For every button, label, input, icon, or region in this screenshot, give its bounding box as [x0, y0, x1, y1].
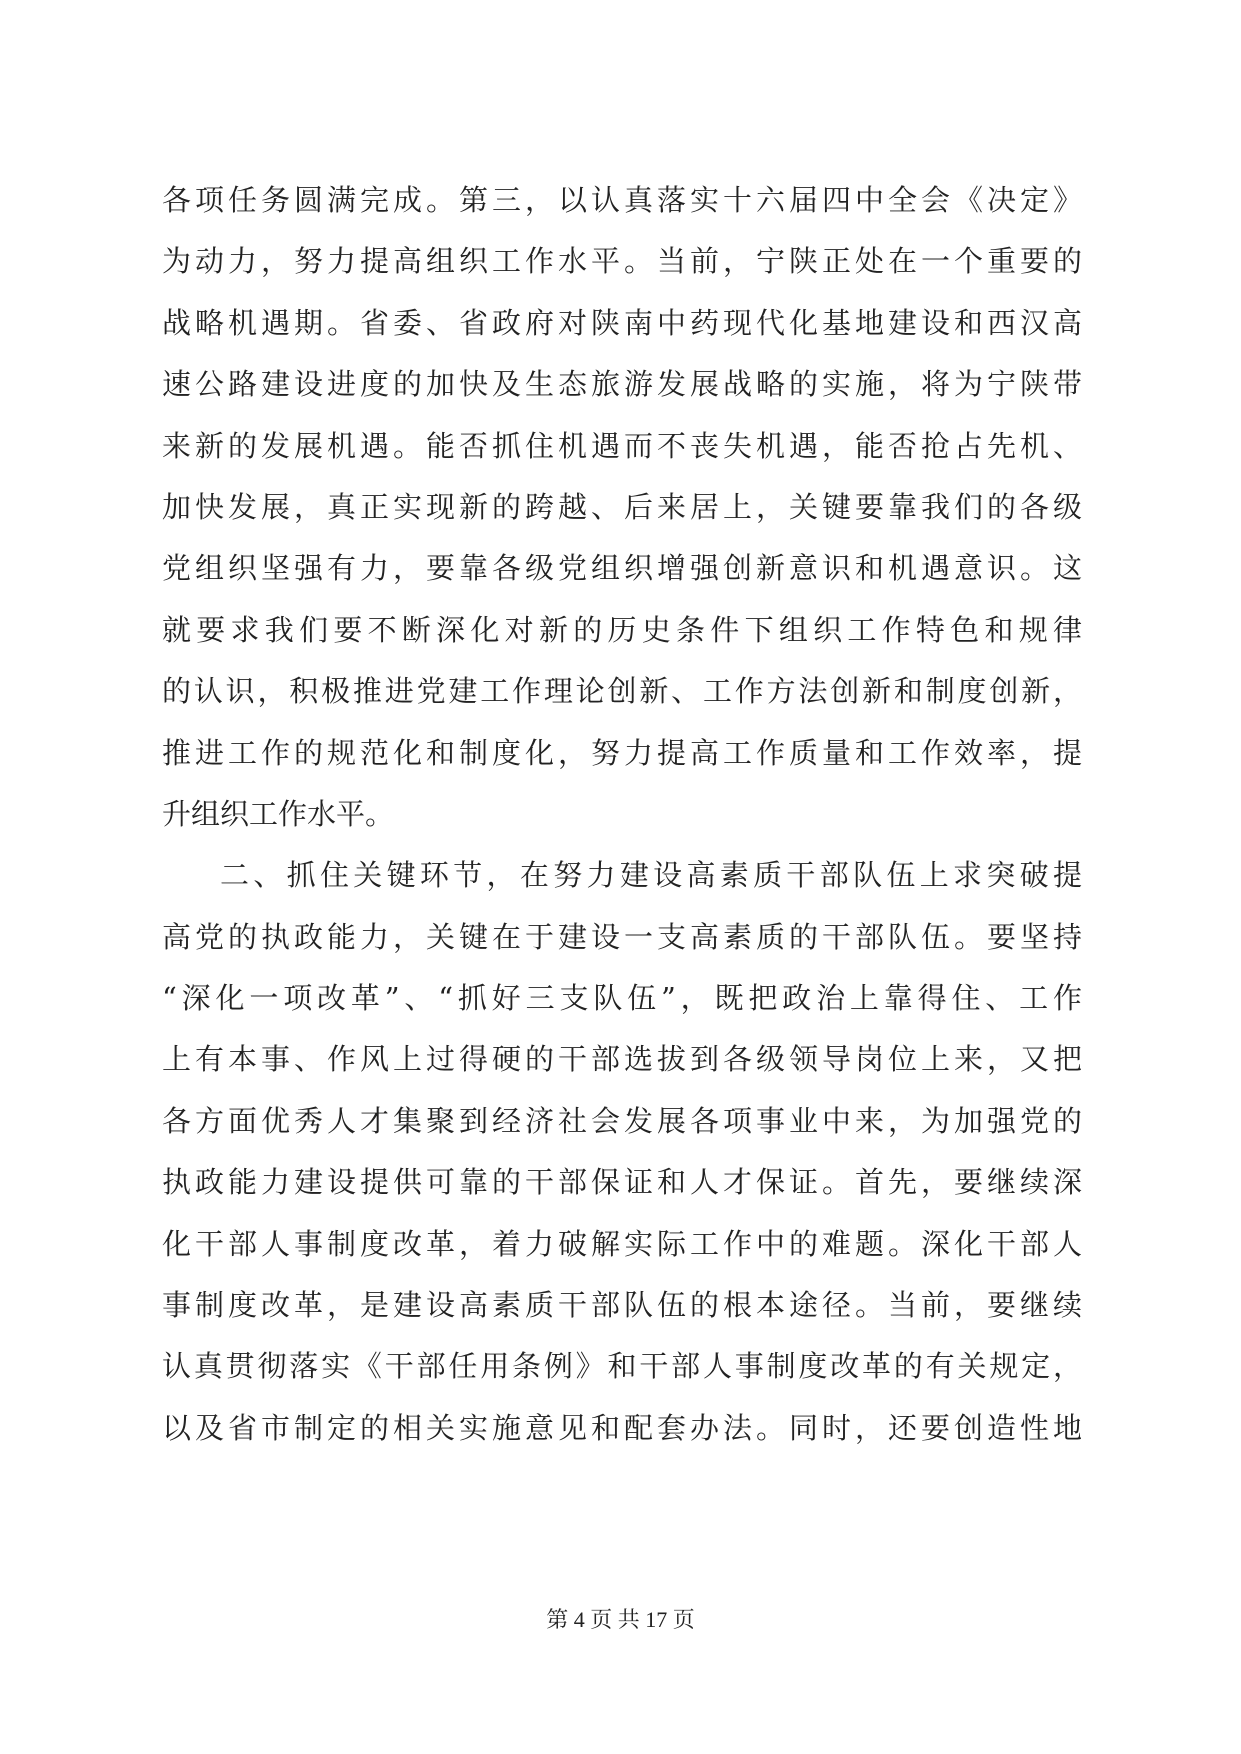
section-heading-line: 二、抓住关键环节，在努力建设高素质干部队伍上求突破提	[220, 858, 1082, 893]
text-line: 来新的发展机遇。能否抓住机遇而不丧失机遇，能否抢占先机、	[162, 428, 1082, 463]
text-line: 加快发展，真正实现新的跨越、后来居上，关键要靠我们的各级	[162, 489, 1082, 524]
text-line: 为动力，努力提高组织工作水平。当前，宁陕正处在一个重要的	[162, 244, 1082, 279]
text-line: 党组织坚强有力，要靠各级党组织增强创新意识和机遇意识。这	[162, 551, 1082, 586]
text-line: 就要求我们要不断深化对新的历史条件下组织工作特色和规律	[162, 612, 1082, 647]
text-line: 认真贯彻落实《干部任用条例》和干部人事制度改革的有关规定，	[162, 1349, 1082, 1384]
page-number-footer: 第 4 页 共 17 页	[546, 1607, 695, 1632]
text-line: 执政能力建设提供可靠的干部保证和人才保证。首先，要继续深	[162, 1165, 1082, 1200]
text-line: 高党的执政能力，关键在于建设一支高素质的干部队伍。要坚持	[162, 919, 1082, 954]
text-line: 战略机遇期。省委、省政府对陕南中药现代化基地建设和西汉高	[162, 305, 1082, 340]
paragraph-2	[162, 845, 1082, 1459]
text-line: 以及省市制定的相关实施意见和配套办法。同时，还要创造性地	[162, 1410, 1082, 1445]
text-line: 上有本事、作风上过得硬的干部选拔到各级领导岗位上来，又把	[162, 1042, 1082, 1077]
text-line: 事制度改革，是建设高素质干部队伍的根本途径。当前，要继续	[162, 1288, 1082, 1323]
text-line: 的认识，积极推进党建工作理论创新、工作方法创新和制度创新，	[162, 674, 1082, 709]
text-line: 升组织工作水平。	[162, 796, 395, 831]
text-line: 化干部人事制度改革，着力破解实际工作中的难题。深化干部人	[162, 1226, 1082, 1261]
paragraph-1	[162, 170, 1082, 845]
text-line: 各项任务圆满完成。第三，以认真落实十六届四中全会《决定》	[162, 183, 1082, 217]
document-body	[162, 170, 1082, 1459]
text-line: 各方面优秀人才集聚到经济社会发展各项事业中来，为加强党的	[162, 1103, 1082, 1138]
text-line: 推进工作的规范化和制度化，努力提高工作质量和工作效率，提	[162, 735, 1082, 770]
text-line: “深化一项改革”、“抓好三支队伍”，既把政治上靠得住、工作	[162, 981, 1082, 1016]
text-line: 速公路建设进度的加快及生态旅游发展战略的实施，将为宁陕带	[162, 367, 1082, 402]
